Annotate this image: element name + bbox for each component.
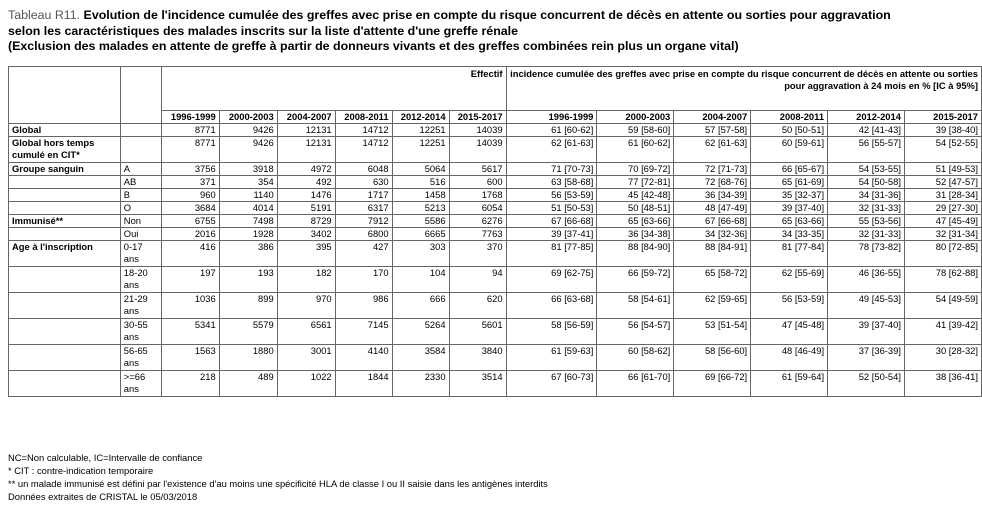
- incidence-cell: 38 [36-41]: [904, 371, 981, 397]
- effectif-cell: 3918: [219, 163, 277, 176]
- table-row: [9, 124, 982, 137]
- effectif-cell: 12251: [392, 137, 449, 163]
- row-group-label: [9, 202, 121, 215]
- incidence-cell: 62 [59-65]: [674, 293, 751, 319]
- effectif-cell: 1140: [219, 189, 277, 202]
- incidence-cell: 39 [37-41]: [506, 228, 597, 241]
- effectif-cell: 1563: [161, 345, 219, 371]
- effectif-year-header: 1996-1999: [161, 111, 219, 124]
- effectif-cell: 5586: [392, 215, 449, 228]
- incidence-cell: 60 [59-61]: [751, 137, 828, 163]
- incidence-table: [8, 66, 982, 397]
- row-group-label: Age à l'inscription: [9, 241, 121, 267]
- incidence-cell: 47 [45-49]: [904, 215, 981, 228]
- row-group-label: [9, 319, 121, 345]
- effectif-year-header: 2000-2003: [219, 111, 277, 124]
- effectif-cell: 386: [219, 241, 277, 267]
- effectif-cell: 1844: [335, 371, 392, 397]
- effectif-cell: 12131: [277, 124, 335, 137]
- effectif-cell: 197: [161, 267, 219, 293]
- incidence-cell: 51 [50-53]: [506, 202, 597, 215]
- incidence-cell: 42 [41-43]: [828, 124, 905, 137]
- corner-cell: [120, 67, 161, 124]
- row-subgroup-label: [120, 124, 161, 137]
- effectif-cell: 416: [161, 241, 219, 267]
- incidence-cell: 69 [66-72]: [674, 371, 751, 397]
- effectif-cell: 960: [161, 189, 219, 202]
- effectif-cell: 1717: [335, 189, 392, 202]
- effectif-cell: 14712: [335, 124, 392, 137]
- effectif-year-header: 2004-2007: [277, 111, 335, 124]
- incidence-cell: 62 [55-69]: [751, 267, 828, 293]
- table-title: [8, 8, 976, 55]
- incidence-cell: 69 [62-75]: [506, 267, 597, 293]
- effectif-cell: 8771: [161, 137, 219, 163]
- incidence-cell: 71 [70-73]: [506, 163, 597, 176]
- incidence-cell: 46 [36-55]: [828, 267, 905, 293]
- incidence-cell: 50 [50-51]: [751, 124, 828, 137]
- effectif-cell: 14039: [449, 124, 506, 137]
- table-row: [9, 371, 982, 397]
- effectif-cell: 2330: [392, 371, 449, 397]
- row-subgroup-label: 18-20 ans: [120, 267, 161, 293]
- effectif-cell: 6048: [335, 163, 392, 176]
- effectif-cell: 5579: [219, 319, 277, 345]
- incidence-cell: 50 [48-51]: [597, 202, 674, 215]
- footnote-cit: * CIT : contre-indication temporaire: [8, 465, 154, 476]
- effectif-cell: 5617: [449, 163, 506, 176]
- effectif-cell: 600: [449, 176, 506, 189]
- effectif-cell: 6276: [449, 215, 506, 228]
- incidence-cell: 72 [71-73]: [674, 163, 751, 176]
- effectif-cell: 3514: [449, 371, 506, 397]
- effectif-cell: 12131: [277, 137, 335, 163]
- incidence-cell: 39 [38-40]: [904, 124, 981, 137]
- row-subgroup-label: B: [120, 189, 161, 202]
- effectif-cell: 7912: [335, 215, 392, 228]
- effectif-cell: 303: [392, 241, 449, 267]
- effectif-cell: 3584: [392, 345, 449, 371]
- effectif-cell: 6800: [335, 228, 392, 241]
- incidence-cell: 58 [56-59]: [506, 319, 597, 345]
- incidence-cell: 65 [63-66]: [597, 215, 674, 228]
- effectif-cell: 5213: [392, 202, 449, 215]
- effectif-cell: 6665: [392, 228, 449, 241]
- incidence-cell: 48 [47-49]: [674, 202, 751, 215]
- effectif-cell: 395: [277, 241, 335, 267]
- incidence-cell: 36 [34-39]: [674, 189, 751, 202]
- incidence-cell: 66 [61-70]: [597, 371, 674, 397]
- row-subgroup-label: Non: [120, 215, 161, 228]
- incidence-cell: 34 [31-36]: [828, 189, 905, 202]
- effectif-cell: 1022: [277, 371, 335, 397]
- footnotes: [8, 451, 548, 503]
- incidence-cell: 77 [72-81]: [597, 176, 674, 189]
- effectif-cell: 104: [392, 267, 449, 293]
- title-line-3: (Exclusion des malades en attente de greffe à partir de donneurs vivants et des greffes combinées rein plus un organe vital): [8, 39, 739, 54]
- incidence-cell: 29 [27-30]: [904, 202, 981, 215]
- incidence-cell: 32 [31-34]: [904, 228, 981, 241]
- incidence-cell: 67 [60-73]: [506, 371, 597, 397]
- incidence-cell: 54 [52-55]: [904, 137, 981, 163]
- incidence-cell: 57 [57-58]: [674, 124, 751, 137]
- effectif-cell: 620: [449, 293, 506, 319]
- effectif-cell: 371: [161, 176, 219, 189]
- incidence-cell: 66 [65-67]: [751, 163, 828, 176]
- incidence-cell: 51 [49-53]: [904, 163, 981, 176]
- incidence-year-header: 2004-2007: [674, 111, 751, 124]
- incidence-cell: 35 [32-37]: [751, 189, 828, 202]
- row-group-label: [9, 371, 121, 397]
- incidence-cell: 47 [45-48]: [751, 319, 828, 345]
- incidence-cell: 36 [34-38]: [597, 228, 674, 241]
- incidence-cell: 88 [84-91]: [674, 241, 751, 267]
- row-subgroup-label: Oui: [120, 228, 161, 241]
- incidence-cell: 72 [68-76]: [674, 176, 751, 189]
- incidence-cell: 61 [59-64]: [751, 371, 828, 397]
- row-group-label: [9, 176, 121, 189]
- effectif-cell: 170: [335, 267, 392, 293]
- effectif-cell: 94: [449, 267, 506, 293]
- footnote-source: Données extraites de CRISTAL le 05/03/2018: [8, 491, 198, 502]
- incidence-cell: 78 [62-88]: [904, 267, 981, 293]
- incidence-cell: 62 [61-63]: [506, 137, 597, 163]
- effectif-cell: 5191: [277, 202, 335, 215]
- effectif-cell: 516: [392, 176, 449, 189]
- incidence-cell: 66 [59-72]: [597, 267, 674, 293]
- effectif-header: Effectif: [161, 67, 506, 111]
- row-subgroup-label: [120, 137, 161, 163]
- incidence-cell: 65 [61-69]: [751, 176, 828, 189]
- effectif-cell: 1768: [449, 189, 506, 202]
- table-row: [9, 137, 982, 163]
- incidence-cell: 41 [39-42]: [904, 319, 981, 345]
- incidence-cell: 54 [49-59]: [904, 293, 981, 319]
- effectif-cell: 3402: [277, 228, 335, 241]
- incidence-year-header: 1996-1999: [506, 111, 597, 124]
- row-subgroup-label: 0-17 ans: [120, 241, 161, 267]
- incidence-cell: 62 [61-63]: [674, 137, 751, 163]
- effectif-cell: 9426: [219, 137, 277, 163]
- row-group-label: Global: [9, 124, 121, 137]
- incidence-cell: 45 [42-48]: [597, 189, 674, 202]
- effectif-cell: 5064: [392, 163, 449, 176]
- effectif-cell: 370: [449, 241, 506, 267]
- row-group-label: [9, 345, 121, 371]
- row-group-label: [9, 267, 121, 293]
- effectif-cell: 1880: [219, 345, 277, 371]
- row-subgroup-label: O: [120, 202, 161, 215]
- row-group-label: [9, 189, 121, 202]
- table-row: [9, 241, 982, 267]
- incidence-cell: 30 [28-32]: [904, 345, 981, 371]
- table-row: [9, 215, 982, 228]
- effectif-cell: 218: [161, 371, 219, 397]
- effectif-year-header: 2008-2011: [335, 111, 392, 124]
- table-row: [9, 345, 982, 371]
- row-group-label: [9, 293, 121, 319]
- incidence-cell: 54 [53-55]: [828, 163, 905, 176]
- table-row: [9, 267, 982, 293]
- incidence-cell: 34 [32-36]: [674, 228, 751, 241]
- incidence-cell: 67 [66-68]: [674, 215, 751, 228]
- incidence-cell: 52 [50-54]: [828, 371, 905, 397]
- effectif-cell: 4014: [219, 202, 277, 215]
- title-line-2: selon les caractéristiques des malades inscrits sur la liste d'attente d'une greffe rénale: [8, 23, 518, 38]
- table-row: [9, 176, 982, 189]
- effectif-cell: 7763: [449, 228, 506, 241]
- effectif-cell: 986: [335, 293, 392, 319]
- effectif-cell: 8729: [277, 215, 335, 228]
- table-number: Tableau R11.: [8, 8, 81, 22]
- incidence-cell: 56 [53-59]: [506, 189, 597, 202]
- effectif-cell: 899: [219, 293, 277, 319]
- effectif-cell: 3840: [449, 345, 506, 371]
- effectif-cell: 12251: [392, 124, 449, 137]
- table-row: [9, 319, 982, 345]
- incidence-cell: 88 [84-90]: [597, 241, 674, 267]
- footnote-immunise: ** un malade immunisé est défini par l'existence d'au moins une spécificité HLA de classe I ou II saisie dans les antigènes interdits: [8, 478, 548, 489]
- effectif-cell: 2016: [161, 228, 219, 241]
- effectif-cell: 6561: [277, 319, 335, 345]
- incidence-cell: 70 [69-72]: [597, 163, 674, 176]
- row-group-label: Global hors temps cumulé en CIT*: [9, 137, 121, 163]
- table-row: [9, 228, 982, 241]
- row-subgroup-label: 30-55 ans: [120, 319, 161, 345]
- incidence-cell: 80 [72-85]: [904, 241, 981, 267]
- row-subgroup-label: 56-65 ans: [120, 345, 161, 371]
- incidence-cell: 52 [47-57]: [904, 176, 981, 189]
- incidence-cell: 32 [31-33]: [828, 202, 905, 215]
- incidence-cell: 56 [54-57]: [597, 319, 674, 345]
- effectif-cell: 6755: [161, 215, 219, 228]
- effectif-cell: 427: [335, 241, 392, 267]
- incidence-cell: 55 [53-56]: [828, 215, 905, 228]
- incidence-year-header: 2012-2014: [828, 111, 905, 124]
- incidence-cell: 61 [59-63]: [506, 345, 597, 371]
- effectif-cell: 666: [392, 293, 449, 319]
- effectif-cell: 7498: [219, 215, 277, 228]
- effectif-cell: 492: [277, 176, 335, 189]
- effectif-cell: 3756: [161, 163, 219, 176]
- incidence-cell: 49 [45-53]: [828, 293, 905, 319]
- incidence-cell: 54 [50-58]: [828, 176, 905, 189]
- effectif-cell: 6317: [335, 202, 392, 215]
- table-row: [9, 202, 982, 215]
- effectif-cell: 354: [219, 176, 277, 189]
- incidence-cell: 56 [53-59]: [751, 293, 828, 319]
- effectif-year-header: 2015-2017: [449, 111, 506, 124]
- row-subgroup-label: 21-29 ans: [120, 293, 161, 319]
- table-row: [9, 293, 982, 319]
- incidence-header: incidence cumulée des greffes avec prise en compte du risque concurrent de décès en attente ou sorties pour aggravation à 24 mois en % [IC à 95%]: [506, 67, 981, 111]
- incidence-cell: 65 [58-72]: [674, 267, 751, 293]
- incidence-cell: 65 [63-66]: [751, 215, 828, 228]
- title-line-1: Evolution de l'incidence cumulée des greffes avec prise en compte du risque concurrent de décès en attente ou sorties pour aggravation: [80, 8, 891, 22]
- incidence-cell: 56 [55-57]: [828, 137, 905, 163]
- incidence-cell: 81 [77-85]: [506, 241, 597, 267]
- incidence-year-header: 2015-2017: [904, 111, 981, 124]
- effectif-cell: 14712: [335, 137, 392, 163]
- incidence-year-header: 2000-2003: [597, 111, 674, 124]
- effectif-cell: 970: [277, 293, 335, 319]
- incidence-cell: 66 [63-68]: [506, 293, 597, 319]
- incidence-cell: 39 [37-40]: [828, 319, 905, 345]
- effectif-cell: 7145: [335, 319, 392, 345]
- footnote-abbreviations: NC=Non calculable, IC=Intervalle de confiance: [8, 452, 203, 463]
- incidence-cell: 59 [58-60]: [597, 124, 674, 137]
- effectif-cell: 1476: [277, 189, 335, 202]
- row-group-label: Immunisé**: [9, 215, 121, 228]
- row-subgroup-label: A: [120, 163, 161, 176]
- corner-cell: [9, 67, 121, 124]
- effectif-cell: 1036: [161, 293, 219, 319]
- effectif-year-header: 2012-2014: [392, 111, 449, 124]
- table-row: [9, 163, 982, 176]
- table-row: [9, 189, 982, 202]
- effectif-cell: 8771: [161, 124, 219, 137]
- row-group-label: [9, 228, 121, 241]
- incidence-cell: 61 [60-62]: [506, 124, 597, 137]
- effectif-cell: 1458: [392, 189, 449, 202]
- effectif-cell: 4140: [335, 345, 392, 371]
- incidence-cell: 81 [77-84]: [751, 241, 828, 267]
- effectif-cell: 182: [277, 267, 335, 293]
- incidence-cell: 32 [31-33]: [828, 228, 905, 241]
- incidence-cell: 60 [58-62]: [597, 345, 674, 371]
- effectif-cell: 5341: [161, 319, 219, 345]
- incidence-cell: 58 [56-60]: [674, 345, 751, 371]
- effectif-cell: 3001: [277, 345, 335, 371]
- incidence-cell: 63 [58-68]: [506, 176, 597, 189]
- incidence-cell: 53 [51-54]: [674, 319, 751, 345]
- row-subgroup-label: AB: [120, 176, 161, 189]
- incidence-cell: 48 [46-49]: [751, 345, 828, 371]
- effectif-cell: 4972: [277, 163, 335, 176]
- effectif-cell: 6054: [449, 202, 506, 215]
- effectif-cell: 5264: [392, 319, 449, 345]
- effectif-cell: 14039: [449, 137, 506, 163]
- incidence-cell: 37 [36-39]: [828, 345, 905, 371]
- effectif-cell: 1928: [219, 228, 277, 241]
- effectif-cell: 630: [335, 176, 392, 189]
- effectif-cell: 3684: [161, 202, 219, 215]
- incidence-cell: 78 [73-82]: [828, 241, 905, 267]
- effectif-cell: 5601: [449, 319, 506, 345]
- incidence-cell: 58 [54-61]: [597, 293, 674, 319]
- effectif-cell: 9426: [219, 124, 277, 137]
- incidence-cell: 31 [28-34]: [904, 189, 981, 202]
- incidence-year-header: 2008-2011: [751, 111, 828, 124]
- incidence-cell: 67 [66-68]: [506, 215, 597, 228]
- row-group-label: Groupe sanguin: [9, 163, 121, 176]
- incidence-cell: 34 [33-35]: [751, 228, 828, 241]
- effectif-cell: 193: [219, 267, 277, 293]
- incidence-cell: 39 [37-40]: [751, 202, 828, 215]
- row-subgroup-label: >=66 ans: [120, 371, 161, 397]
- incidence-cell: 61 [60-62]: [597, 137, 674, 163]
- effectif-cell: 489: [219, 371, 277, 397]
